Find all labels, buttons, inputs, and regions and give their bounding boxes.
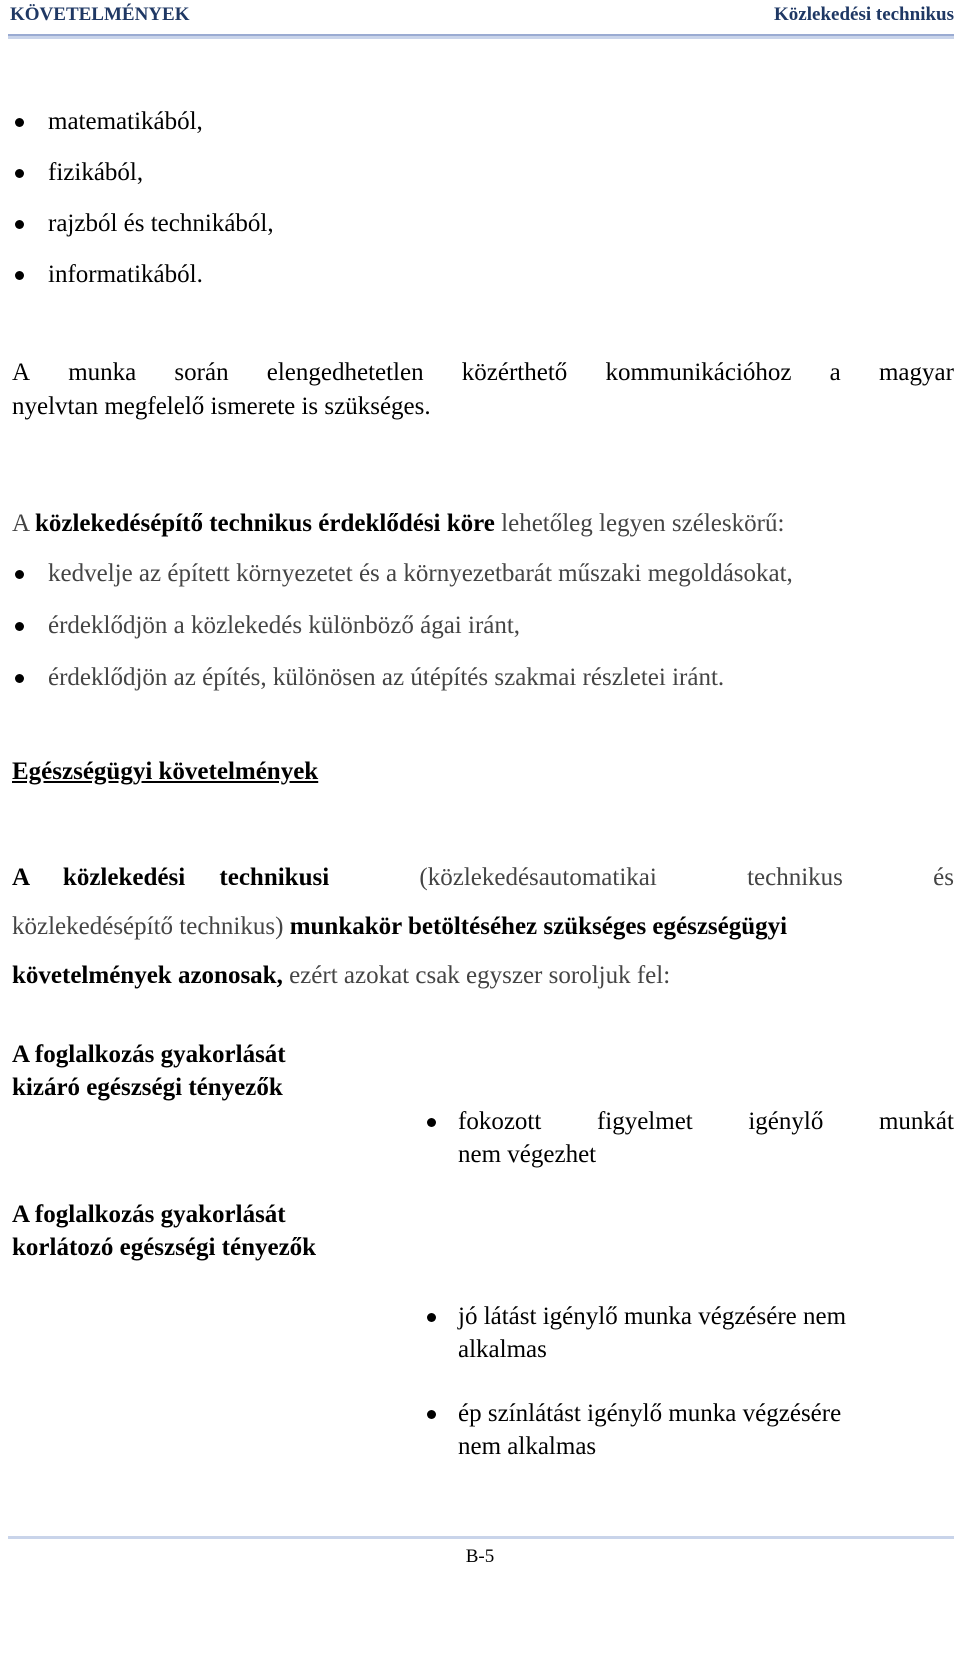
header-document-title: Közlekedési technikus xyxy=(774,4,954,25)
interest-bold: közlekedésépítő technikus érdeklődési köre xyxy=(34,510,495,537)
list-item: érdeklődjön a közlekedés különböző ágai iránt, xyxy=(12,609,793,661)
list-item: fokozott figyelmet igénylő munkát nem végezhet xyxy=(424,1105,954,1171)
limiting-factors-list-item-2 xyxy=(424,1397,954,1463)
list-item: rajzból és technikából, xyxy=(12,207,274,258)
health-paragraph-line1: A közlekedési technikusi (közlekedésautomatikai technikus és xyxy=(12,864,954,891)
bullet-icon xyxy=(15,220,24,229)
language-paragraph xyxy=(12,356,954,424)
interest-intro: A közlekedésépítő technikus érdeklődési köre lehetőleg legyen széleskörű: xyxy=(12,510,785,537)
list-item: jó látást igénylő munka végzésére nem alkalmas xyxy=(424,1300,954,1366)
footer-rule xyxy=(8,1536,954,1539)
list-item: fizikából, xyxy=(12,156,274,207)
health-paragraph xyxy=(12,853,954,1000)
language-paragraph-line1: A munka során elengedhetetlen közérthető kommunikációhoz a magyar xyxy=(12,359,954,386)
section-heading-health: Egészségügyi követelmények xyxy=(12,758,319,785)
limiting-factors-label: A foglalkozás gyakorlását korlátozó egészségi tényezők xyxy=(12,1201,317,1261)
bullet-icon xyxy=(15,169,24,178)
header-section-title: KÖVETELMÉNYEK xyxy=(10,4,190,25)
page-number: B-5 xyxy=(465,1546,495,1567)
list-item: ép színlátást igénylő munka végzésére nem alkalmas xyxy=(424,1397,954,1463)
page-header xyxy=(10,4,954,32)
bullet-icon xyxy=(15,674,24,683)
excluding-factors-label: A foglalkozás gyakorlását kizáró egészségi tényezők xyxy=(12,1041,286,1101)
header-rule xyxy=(8,34,954,39)
language-paragraph-line2: nyelvtan megfelelő ismerete is szükséges. xyxy=(12,393,431,420)
bullet-icon xyxy=(15,570,24,579)
list-item: matematikából, xyxy=(12,105,274,156)
list-item: informatikából. xyxy=(12,258,274,309)
bullet-icon xyxy=(15,271,24,280)
interest-list xyxy=(12,557,793,713)
bullet-icon xyxy=(15,118,24,127)
list-item: érdeklődjön az építés, különösen az útépítés szakmai részletei iránt. xyxy=(12,661,793,713)
limiting-factors-list-item-1 xyxy=(424,1300,954,1366)
bullet-icon xyxy=(427,1410,436,1419)
bullet-icon xyxy=(427,1313,436,1322)
excluding-factors-list xyxy=(424,1105,954,1171)
health-paragraph-line3: követelmények azonosak, ezért azokat csak egyszer soroljuk fel: xyxy=(12,962,671,989)
bullet-icon xyxy=(427,1118,436,1127)
health-paragraph-line2: közlekedésépítő technikus) munkakör betöltéséhez szükséges egészségügyi xyxy=(12,913,788,940)
bullet-icon xyxy=(15,622,24,631)
subject-list xyxy=(12,105,274,309)
list-item: kedvelje az épített környezetet és a környezetbarát műszaki megoldásokat, xyxy=(12,557,793,609)
